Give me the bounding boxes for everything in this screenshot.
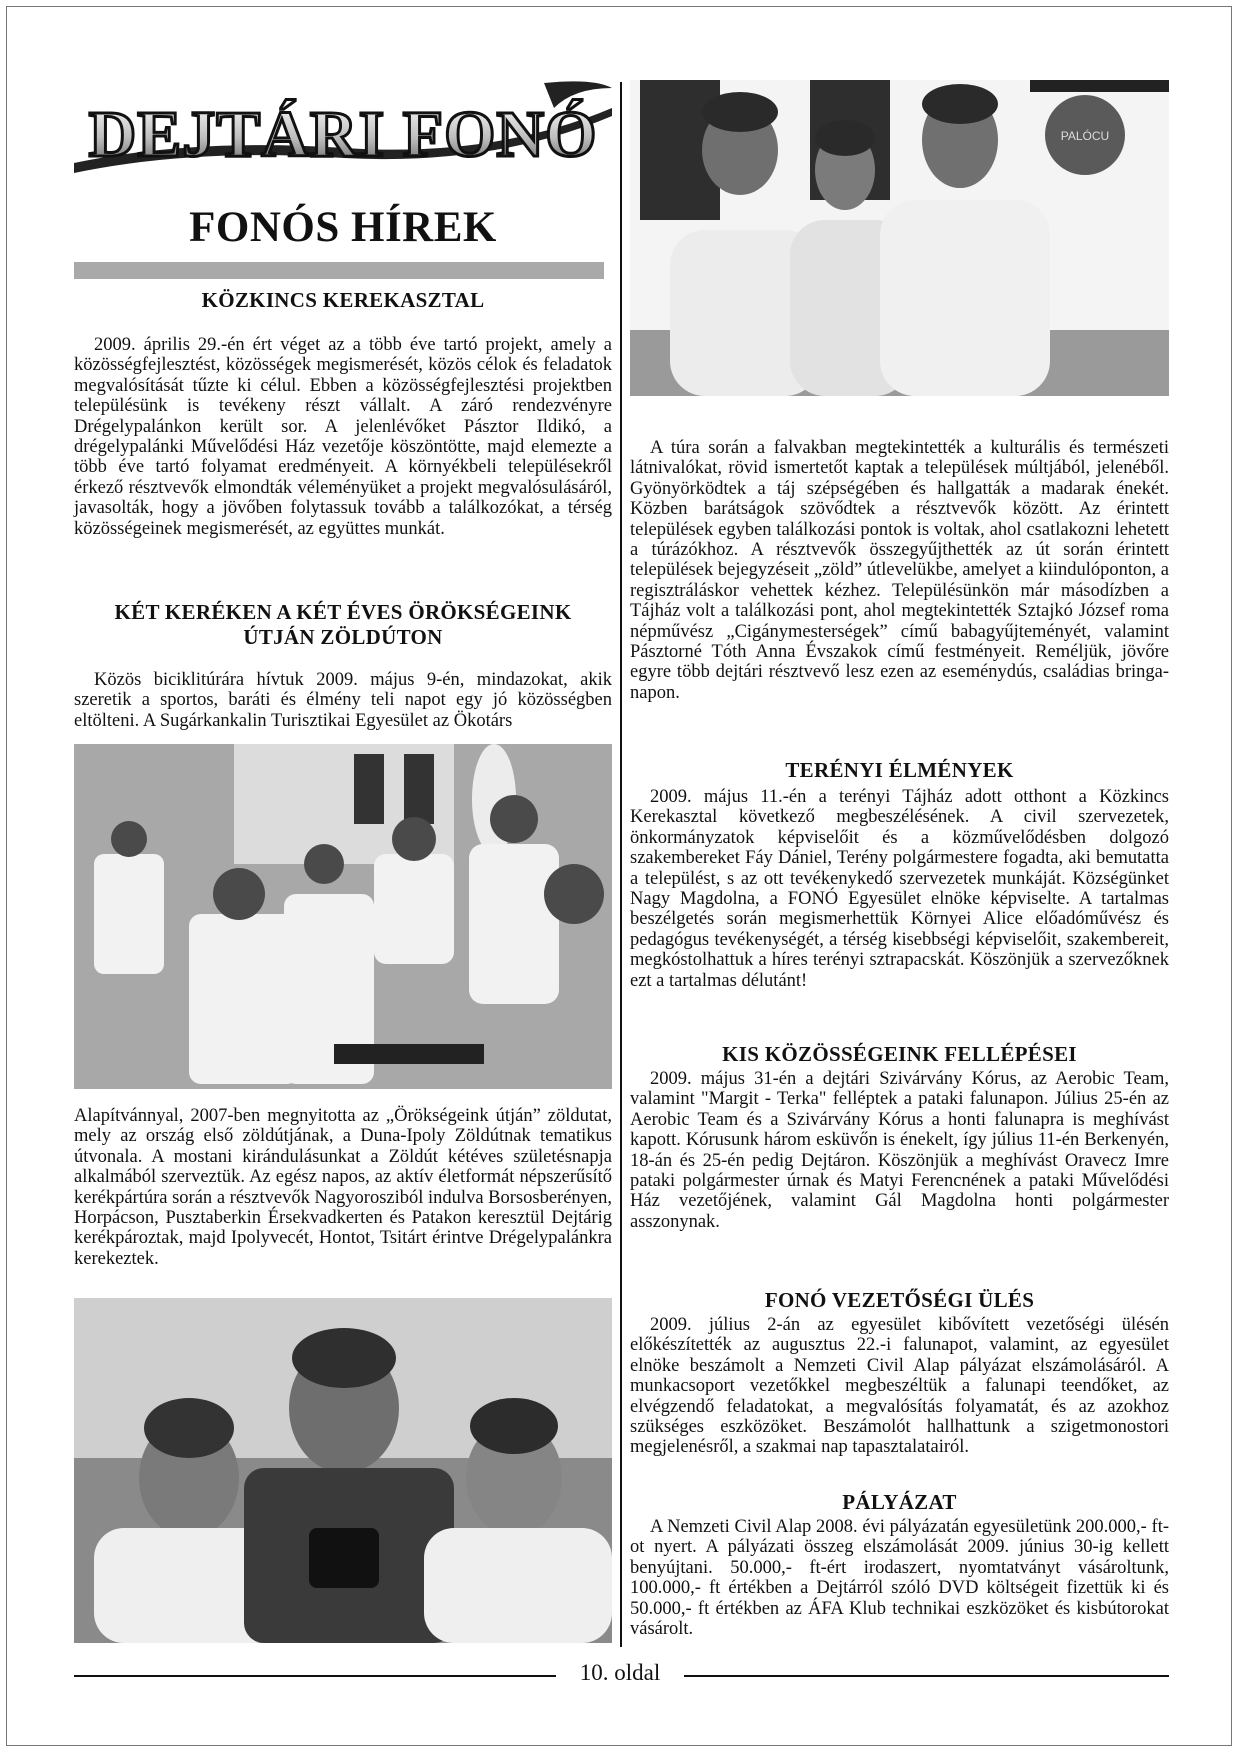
logo-text: DEJTÁRI FONÓ (88, 98, 598, 171)
section-text-continued: A túra során a falvakban megtekintették a kulturális és természeti látnivalókat, rövid ismertetőt kaptak a települések múltjából, jelenéből. Gyönyörködtek a táj szépségében és hallgatták a madarak énekét. Közben barátságok szövődtek a résztvevők között. Az érintett települések egyben találkozási pontok is voltak, ahol csatlakozni lehetett a túrázókhoz. A résztvevők összegyűjthették az út során érintett települések bejegyzéseit „zöld” útlevelükbe, amelyet a kiindulóponton, a regisztráláskor vehettek kézhez. Településünkön már másodízben a Tájház volt a találkozási pont, ahol megtekintették Sztajkó József roma népművész „Cigánymesterségek” című babagyűjteményét, valamint Pásztorné Tóth Anna Évszakok című festményeit. Reméljük, jövőre egyre több dejtári résztvevő lesz ezen az eseménydús, családias bringa-napon. (630, 438, 1169, 703)
left-column (74, 78, 612, 178)
photo-women-in-costume (630, 80, 1169, 396)
section-heading: PÁLYÁZAT (842, 1490, 957, 1514)
section-heading: KÖZKINCS KEREKASZTAL (201, 288, 485, 312)
page-title: FONÓS HÍREK (189, 204, 497, 251)
section-heading: TERÉNYI ÉLMÉNYEK (785, 758, 1014, 782)
section-kozkincs (74, 288, 612, 539)
section-vezetosegi (630, 1288, 1169, 1458)
section-text: 2009. július 2-án az egyesület kibővített vezetőségi ülésén előkészítették az augusztus 22.-i falunapot, valamint, az egyesület elnöke beszámolt a Nemzeti Civil Alap pályázat elszámolásáról. A munkacsoport vezetőkkel megbeszéltük a falunapi teendőket, az elvégzendő feladatokat, a megvalósítás folyamatát, és az azokhoz szükséges eszközöket. Beszámolót hallhattunk a szigetmonostori megjelenésről, a szakmai nap tapasztalatairól. (630, 1315, 1169, 1458)
section-text: 2009. április 29.-én ért véget az a több éve tartó projekt, amely a közösségfejlesztést, közösségek megismerését, közös célok és feladatok megvalósítását tűzte ki célul. Ebben a közösségfejlesztési projektben településünk is tevékeny részt vállalt. A záró rendezvényre Drégelypalánkon került sor. A jelenlévőket Pásztor Ildikó, a drégelypalánki Művelődési Ház vezetője köszöntötte, majd elemezte a több éve tartó folyamat eredményeit. A környékbeli településekről érkező résztvevők elmondták véleményüket a projekt megvalósulásáról, javasolták, hogy a jövőben folytassuk tovább a találkozókat, a térség közösségeinek megismerését, az együttes munkát. (74, 335, 612, 539)
section-terenyi (630, 758, 1169, 991)
column-divider (620, 82, 622, 1647)
section-text-intro: Közös biciklitúrára hívtuk 2009. május 9-én, mindazokat, akik szeretik a sportos, baráti és élmény teli napot egy jó közösségben eltölteni. A Sugárkankalin Turisztikai Egyesület az Ökotárs (74, 670, 612, 731)
photo-cyclists (74, 744, 612, 1089)
section-ket-kereken (74, 600, 612, 731)
section-heading-line1: KÉT KERÉKEN A KÉT ÉVES ÖRÖKSÉGEINK (114, 600, 572, 624)
sign-text: PALÓCU (1060, 129, 1110, 143)
masthead-logo (74, 78, 612, 178)
section-heading: FONÓ VEZETŐSÉGI ÜLÉS (764, 1288, 1035, 1312)
footer-rule-right (684, 1675, 1169, 1677)
photo-portrait-group (74, 1298, 612, 1643)
section-heading: KIS KÖZÖSSÉGEINK FELLÉPÉSEI (722, 1042, 1077, 1066)
section-heading-line2: ÚTJÁN ZÖLDÚTON (243, 625, 443, 649)
section-kis-kozossegeink (630, 1042, 1169, 1232)
section-text-main: Alapítvánnyal, 2007-ben megnyitotta az „Örökségeink útján” zöldutat, mely az ország első zöldútjának, a Duna-Ipoly Zöldútnak tematikus útvonala. A mostani kirándulásunkat a Zöldút kétéves születésnapja alkalmából szerveztük. Az egész napos, az aktív életformát népszerűsítő kerékpártúra során a résztvevők Nagyorosziból indulva Borsosberényen, Horpácson, Pusztaberkin Érsekvadkerten és Patakon keresztül Dejtárig kerékpároztak, majd Ipolyvecét, Hontot, Tsitárt érintve Drégelypalánkra kerekeztek. (74, 1106, 612, 1269)
logo-graphic (74, 78, 612, 178)
title-rule (74, 262, 604, 279)
section-palyazat (630, 1490, 1169, 1639)
footer-rule-left (74, 1675, 556, 1677)
page-number: 10. oldal (579, 1660, 661, 1685)
section-text: 2009. május 31-én a dejtári Szivárvány Kórus, az Aerobic Team, valamint "Margit - Terka" felléptek a pataki falunapon. Július 25-én az Aerobic Team és a Szivárvány Kórus a honti falunapra is meghívást kapott. Kórusunk három esküvőn is énekelt, így július 11-én Berkenyén, 18-án és 25-én pedig Dejtáron. Köszönjük a meghívást Oravecz Imre pataki polgármester úrnak és Matyi Ferencnének a pataki Művelődési Ház vezetőjének, valamint Gál Magdolna honti polgármester asszonynak. (630, 1069, 1169, 1232)
section-text: 2009. május 11.-én a terényi Tájház adott otthont a Közkincs Kerekasztal következő megbeszélésének. A civil szervezetek, önkormányzatok képviselőit és a közművelődésben dolgozó szakembereket Fáy Dániel, Terény polgármestere fogadta, aki bemutatta a települést, s az ott tevékenykedő szervezetek munkáját. Községünket Nagy Magdolna, a FONÓ Egyesület elnöke képviselte. A tartalmas beszélgetés során megismerhettük Környei Alice előadóművész és pedagógus tevékenységét, a térség kisebbségi képviselőit, szakembereit, megkóstolhattuk a híres terényi sztrapacskát. Köszönjük a szervezőknek ezt a tartalmas délutánt! (630, 787, 1169, 991)
section-text: A Nemzeti Civil Alap 2008. évi pályázatán egyesületünk 200.000,- ft-ot nyert. A pályázati összeg elszámolását 2009. június 30-ig kellett benyújtani. 50.000,- ft-ért irodaszert, nyomtatványt vásároltunk, 100.000,- ft értékben a Dejtárról szóló DVD költségeit fizettük ki és 50.000,- ft értékben az ÁFA Klub technikai eszközöket és kisbútorokat vásárolt. (630, 1517, 1169, 1640)
